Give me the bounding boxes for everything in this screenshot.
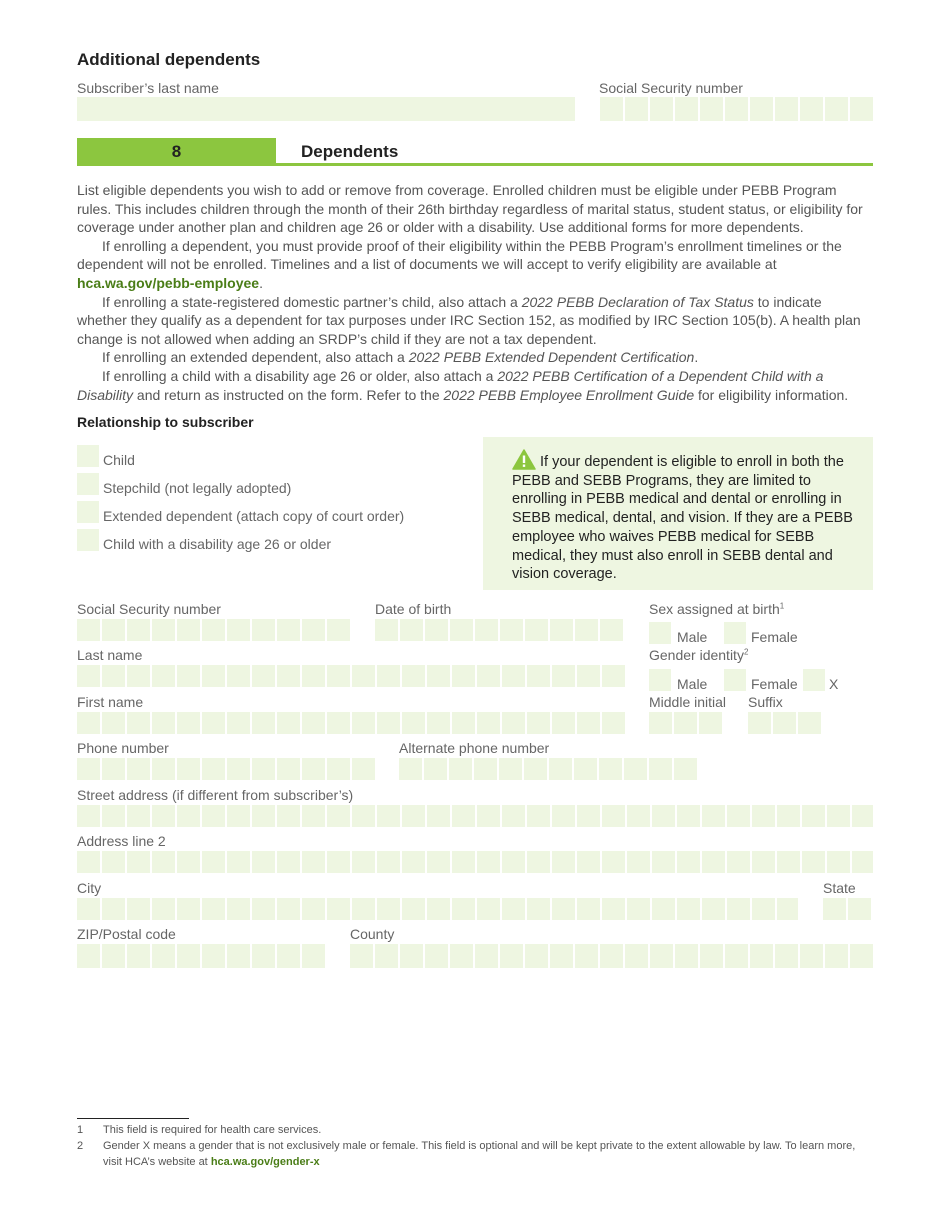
sex-male-label: Male [677,629,708,645]
gender-x-checkbox[interactable] [803,669,825,691]
first-name-field[interactable] [77,712,625,734]
intro-paragraph-2: If enrolling a dependent, you must provide proof of their eligibility within the PEBB Program’s enrollment timelines or the dependent will not be enrolled. Timelines and a list of documents we will accept to verify eligibility are available at hca.wa.gov/pebb-employee. [77,237,842,291]
alt-phone-field[interactable] [399,758,697,780]
gender-male-label: Male [677,676,708,692]
first-name-label: First name [77,694,144,710]
city-field[interactable] [77,898,798,920]
footnote-divider [77,1118,189,1119]
gender-label: Gender identity$^2$ [649,647,749,663]
last-name-label: Last name [77,647,143,663]
subscriber-last-name-field[interactable] [77,97,575,121]
gender-female-label: Female [751,676,798,692]
relationship-stepchild-label: Stepchild (not legally adopted) [103,480,292,496]
eligibility-note [483,437,873,590]
pebb-employee-link[interactable]: hca.wa.gov/pebb-employee [77,274,260,291]
sex-female-checkbox[interactable] [724,622,746,644]
relationship-child-checkbox[interactable] [77,445,99,467]
alt-phone-label: Alternate phone number [399,740,550,756]
last-name-field[interactable] [77,665,625,687]
zip-label: ZIP/Postal code [77,926,176,942]
relationship-disability-checkbox[interactable] [77,529,99,551]
sex-label: Sex assigned at birth$^1$ [649,601,785,617]
intro-paragraph-5: If enrolling a child with a disability age 26 or older, also attach a 2022 PEBB Certification of a Dependent Child with a Disability and return as instructed on the form. Refer to the 2022 PEBB Employee Enrollment Guide for eligibility information. [77,367,849,403]
eligibility-note-text: If your dependent is eligible to enroll in both the PEBB and SEBB Programs, they are limited to enrolling in PEBB medical and dental or enrolling in SEBB medical, dental, and vision. If they are a PEBB employee who waives PEBB medical for SEBB medical, they must also enroll in SEBB dental and vision coverage. [512,454,853,583]
suffix-field[interactable] [748,712,821,734]
section-number: 8 [77,138,276,166]
dob-field[interactable] [375,619,623,641]
relationship-disability-label: Child with a disability age 26 or older [103,536,332,552]
footnote-2-number: 2 [77,1140,84,1152]
county-label: County [350,926,395,942]
form-section-title: Additional dependents [77,50,261,69]
section-header [77,138,873,166]
gender-x-label: X [829,676,839,692]
middle-initial-field[interactable] [649,712,722,734]
warning-icon [512,449,536,470]
sex-male-checkbox[interactable] [649,622,671,644]
sex-female-label: Female [751,629,798,645]
subscriber-ssn-label: Social Security number [599,80,743,96]
state-label: State [823,880,856,896]
dob-label: Date of birth [375,601,452,617]
subscriber-last-name-label: Subscriber’s last name [77,80,219,96]
dependent-ssn-field[interactable] [77,619,350,641]
relationship-extended-label: Extended dependent (attach copy of court order) [103,508,405,524]
dependent-ssn-label: Social Security number [77,601,221,617]
city-label: City [77,880,102,896]
intro-paragraph-3: If enrolling a state-registered domestic partner’s child, also attach a 2022 PEBB Declaration of Tax Status to indicate whether they qualify as a dependent for tax purposes under IRC Section 152, as modified by IRC Section 105(b). A health plan change is not allowed when adding an SRDP’s child if they are not a tax dependent. [77,293,861,347]
intro-paragraph-1: List eligible dependents you wish to add or remove from coverage. Enrolled children must be eligible under PEBB Program rules. This includes children through the month of their 26th birthday regardless of marital status, student status, or eligibility for coverage under another plan and children age 26 or older with a disability. Use additional forms for more dependents. [77,182,863,236]
relationship-stepchild-checkbox[interactable] [77,473,99,495]
intro-paragraph-4: If enrolling an extended dependent, also attach a 2022 PEBB Extended Dependent Certification. [102,349,699,366]
street-address-field[interactable] [77,805,873,827]
subscriber-ssn-field[interactable] [600,97,873,121]
phone-label: Phone number [77,740,169,756]
gender-x-link[interactable]: hca.wa.gov/gender-x [210,1156,320,1168]
intro-text [77,181,873,404]
relationship-child-label: Child [103,452,135,468]
address-line2-field[interactable] [77,851,873,873]
gender-female-checkbox[interactable] [724,669,746,691]
section-title: Dependents [301,142,399,161]
suffix-label: Suffix [748,694,783,710]
state-field[interactable] [823,898,871,920]
footnote-2-text: Gender X means a gender that is not exclusively male or female. This field is optional and will be kept private to the extent allowable by law. To learn more, visit HCA’s website at hca.wa.gov/gender-x [103,1140,856,1168]
relationship-title: Relationship to subscriber [77,414,254,430]
address-line2-label: Address line 2 [77,833,166,849]
gender-male-checkbox[interactable] [649,669,671,691]
zip-field[interactable] [77,944,325,968]
footnote-1-text: This field is required for health care services. [103,1124,322,1136]
street-address-label: Street address (if different from subscriber’s) [77,787,354,803]
middle-initial-label: Middle initial [649,694,727,710]
phone-field[interactable] [77,758,375,780]
footnote-1-number: 1 [77,1124,84,1136]
county-field[interactable] [350,944,873,968]
relationship-extended-checkbox[interactable] [77,501,99,523]
